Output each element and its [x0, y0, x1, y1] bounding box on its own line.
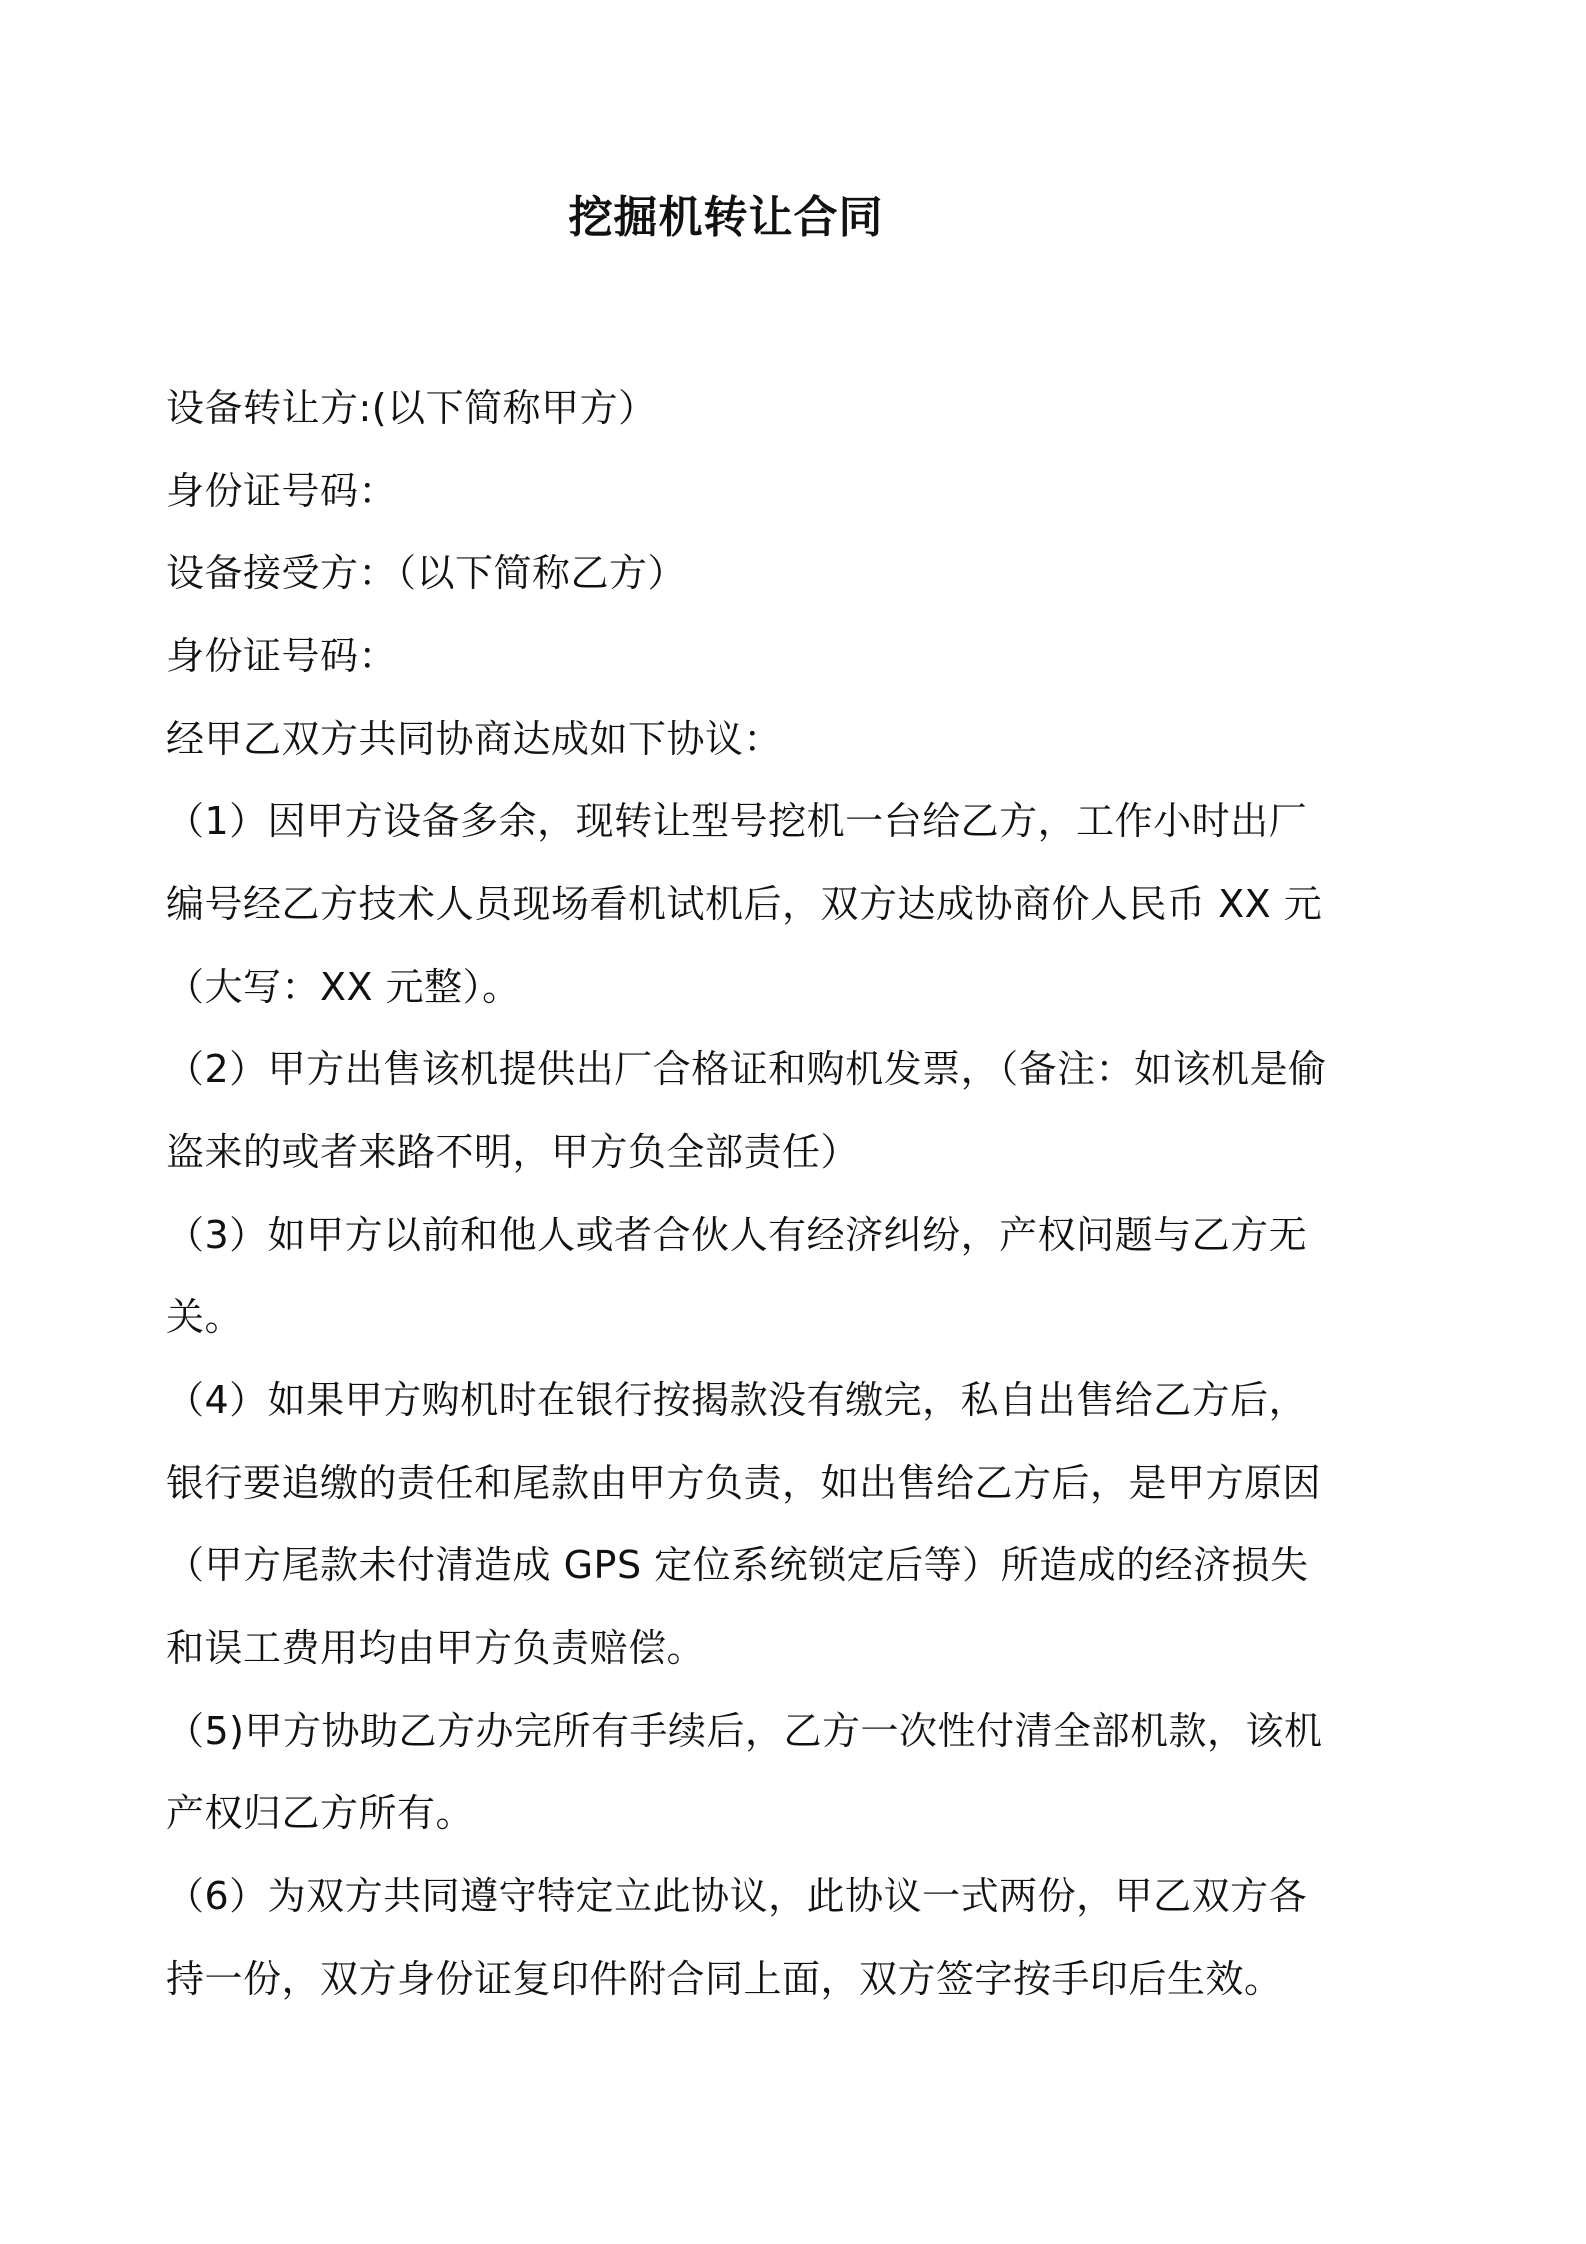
text-line: （6）为双方共同遵守特定立此协议，此协议一式两份，甲乙双方各: [166, 1874, 1308, 1918]
text-line: 身份证号码：: [166, 469, 398, 513]
text-line: （1）因甲方设备多余，现转让型号挖机一台给乙方，工作小时出厂: [166, 799, 1308, 843]
text-line: 盗来的或者来路不明，甲方负全部责任）: [166, 1130, 860, 1174]
text-line: 和误工费用均由甲方负责赔偿。: [166, 1626, 706, 1670]
text-line: 设备转让方:(以下简称甲方）: [166, 386, 657, 430]
text-line: （大写：XX 元整）。: [166, 965, 521, 1009]
text-line: （4）如果甲方购机时在银行按揭款没有缴完，私自出售给乙方后，: [166, 1378, 1308, 1422]
text-line: 产权归乙方所有。: [166, 1791, 475, 1835]
text-line: 持一份，双方身份证复印件附合同上面，双方签字按手印后生效。: [166, 1957, 1283, 2001]
text-line: （3）如甲方以前和他人或者合伙人有经济纠纷，产权问题与乙方无: [166, 1213, 1308, 1257]
text-line: 身份证号码：: [166, 634, 398, 678]
document-title: 挖掘机转让合同: [568, 192, 884, 243]
text-line: 经甲乙双方共同协商达成如下协议：: [166, 717, 783, 761]
text-line: 编号经乙方技术人员现场看机试机后，双方达成协商价人民币 XX 元: [166, 882, 1323, 926]
text-line: 设备接受方：（以下简称乙方）: [166, 551, 687, 595]
text-line: （2）甲方出售该机提供出厂合格证和购机发票，（备注：如该机是偷: [166, 1047, 1327, 1091]
text-line: 关。: [166, 1295, 244, 1339]
text-line: （甲方尾款未付清造成 GPS 定位系统锁定后等）所造成的经济损失: [166, 1543, 1309, 1587]
text-line: （5)甲方协助乙方办完所有手续后，乙方一次性付清全部机款，该机: [166, 1709, 1323, 1753]
text-line: 银行要追缴的责任和尾款由甲方负责，如出售给乙方后，是甲方原因: [166, 1461, 1322, 1505]
